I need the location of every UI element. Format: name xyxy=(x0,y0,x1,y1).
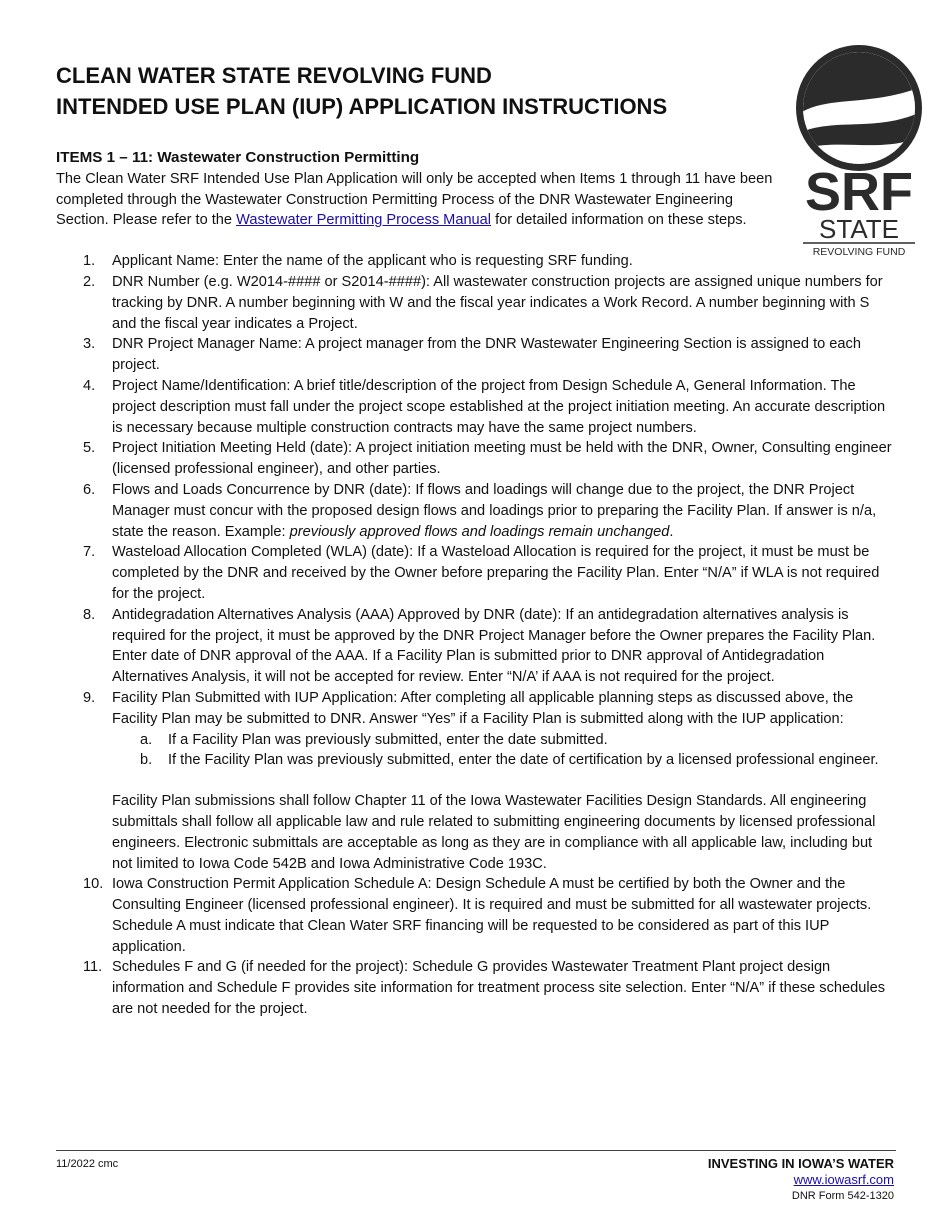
footer-tagline: INVESTING IN IOWA’S WATER xyxy=(707,1156,894,1171)
list-item-2: 2. DNR Number (e.g. W2014-#### or S2014-####): All wastewater construction projects are assigned unique numbers for tracking by DNR. A number beginning with W and the fiscal year indicates a Work Record. A number beginning with S and the fiscal year indicates a Project. xyxy=(83,273,883,332)
list-item-8: 8. Antidegradation Alternatives Analysis (AAA) Approved by DNR (date): If an antidegradation alternatives analysis is required for the project, it must be approved by the DNR Project Manager before the Owner prepares the Facility Plan. Enter date of DNR approval of the AAA. If a Facility Plan is submitted prior to DNR approval of Antidegradation Alternatives Analysis, it will not be accepted for review. Enter “N/A’ if AAA is not required for the project. xyxy=(83,606,876,686)
list-item-10: 10. Iowa Construction Permit Application Schedule A: Design Schedule A must be certified by both the Owner and the Consulting Engineer (licensed professional engineer). It is required and must be submitted for all wastewater projects. Schedule A must indicate that Clean Water SRF financing will be requested to be considered as part of this IUP application. xyxy=(83,876,872,955)
sub-list xyxy=(112,730,896,772)
section-heading: ITEMS 1 – 11: Wastewater Construction Permitting xyxy=(56,149,420,166)
instruction-list xyxy=(56,251,896,1020)
website-link[interactable]: www.iowasrf.com xyxy=(793,1172,894,1187)
footer-date-code: 11/2022 cmc xyxy=(56,1158,119,1170)
list-item-5: 5. Project Initiation Meeting Held (date): A project initiation meeting must be held with the DNR, Owner, Consulting engineer (licensed professional engineer), and other parties. xyxy=(83,440,892,478)
logo-state-text: STATE xyxy=(819,214,899,244)
list-item-4: 4. Project Name/Identification: A brief title/description of the project from Design Schedule A, General Information. The project description must fall under the project scope established at the project initiation meeting. An accurate description is necessary because multiple construction contracts may have the same project numbers. xyxy=(83,377,886,436)
list-item-3: 3. DNR Project Manager Name: A project manager from the DNR Wastewater Engineering Section is assigned to each project. xyxy=(83,336,861,374)
footer-divider xyxy=(56,1150,896,1151)
page-title-line-1: CLEAN WATER STATE REVOLVING FUND xyxy=(56,63,492,88)
footer-info xyxy=(708,1156,894,1204)
list-item-9: 9. Facility Plan Submitted with IUP Application: After completing all applicable planning steps as discussed above, the Facility Plan may be submitted to DNR. Answer “Yes” if a Facility Plan is submitted along with the IUP application: a. If a Facility Plan was previously submitted, enter the date submitted. b. If the Facility Plan was previously submitted, enter the date of certification by a licensed professional engineer. Facility Plan submissions shall follow Chapter 11 of the Iowa Wastewater Facilities Design Standards. All engineering submittals shall follow all applicable law and rule related to submitting engineering documents by licensed professional engineers. Electronic submittals are acceptable as long as they are in compliance with all applicable law, including but not limited to Iowa Code 542B and Iowa Administrative Code 193C. xyxy=(56,688,896,874)
list-item-6: 6. Flows and Loads Concurrence by DNR (date): If flows and loadings will change due to the project, the DNR Project Manager must concur with the proposed design flows and loadings prior to preparing the Facility Plan. If answer is n/a, state the reason. Example: previously approved flows and loadings remain unchanged. xyxy=(83,481,877,540)
list-item-7: 7. Wasteload Allocation Completed (WLA) (date): If a Wasteload Allocation is required for the project, it must be must be completed by the DNR and received by the Owner before preparing the Facility Plan. Enter “N/A” if WLA is not required for the project. xyxy=(83,544,880,602)
logo-srf-text: SRF xyxy=(805,162,913,222)
facility-plan-paragraph: Facility Plan submissions shall follow Chapter 11 of the Iowa Wastewater Facilities Design Standards. All engineering submittals shall follow all applicable law and rule related to submitting engineering documents by licensed professional engineers. Electronic submittals are acceptable as long as they are in compliance with all applicable law, including but not limited to Iowa Code 542B and Iowa Administrative Code 193C. xyxy=(112,793,876,872)
sub-item-b: b. If the Facility Plan was previously submitted, enter the date of certification by a licensed professional engineer. xyxy=(140,752,879,769)
list-item-11: 11. Schedules F and G (if needed for the project): Schedule G provides Wastewater Treatment Plant project design information and Schedule F provides site information for treatment process site selection. Enter “N/A” if these schedules are not needed for the project. xyxy=(83,959,886,1018)
list-item-1: 1. Applicant Name: Enter the name of the applicant who is requesting SRF funding. xyxy=(83,253,633,270)
logo-revolving-fund-text: REVOLVING FUND xyxy=(812,246,906,258)
page-title-line-2: INTENDED USE PLAN (IUP) APPLICATION INSTRUCTIONS xyxy=(56,94,668,119)
document-body xyxy=(56,144,896,1020)
intro-paragraph: The Clean Water SRF Intended Use Plan Application will only be accepted when Items 1 through 11 have been completed through the Wastewater Construction Permitting Process of the DNR Wastewater Engineering Section. Please refer to the Wastewater Permitting Process Manual for detailed information on these steps. xyxy=(56,170,773,229)
sub-item-a: a. If a Facility Plan was previously submitted, enter the date submitted. xyxy=(140,731,608,748)
form-number: DNR Form 542-1320 xyxy=(791,1190,894,1202)
page-title xyxy=(56,60,776,122)
permitting-manual-link[interactable]: Wastewater Permitting Process Manual xyxy=(236,212,492,229)
